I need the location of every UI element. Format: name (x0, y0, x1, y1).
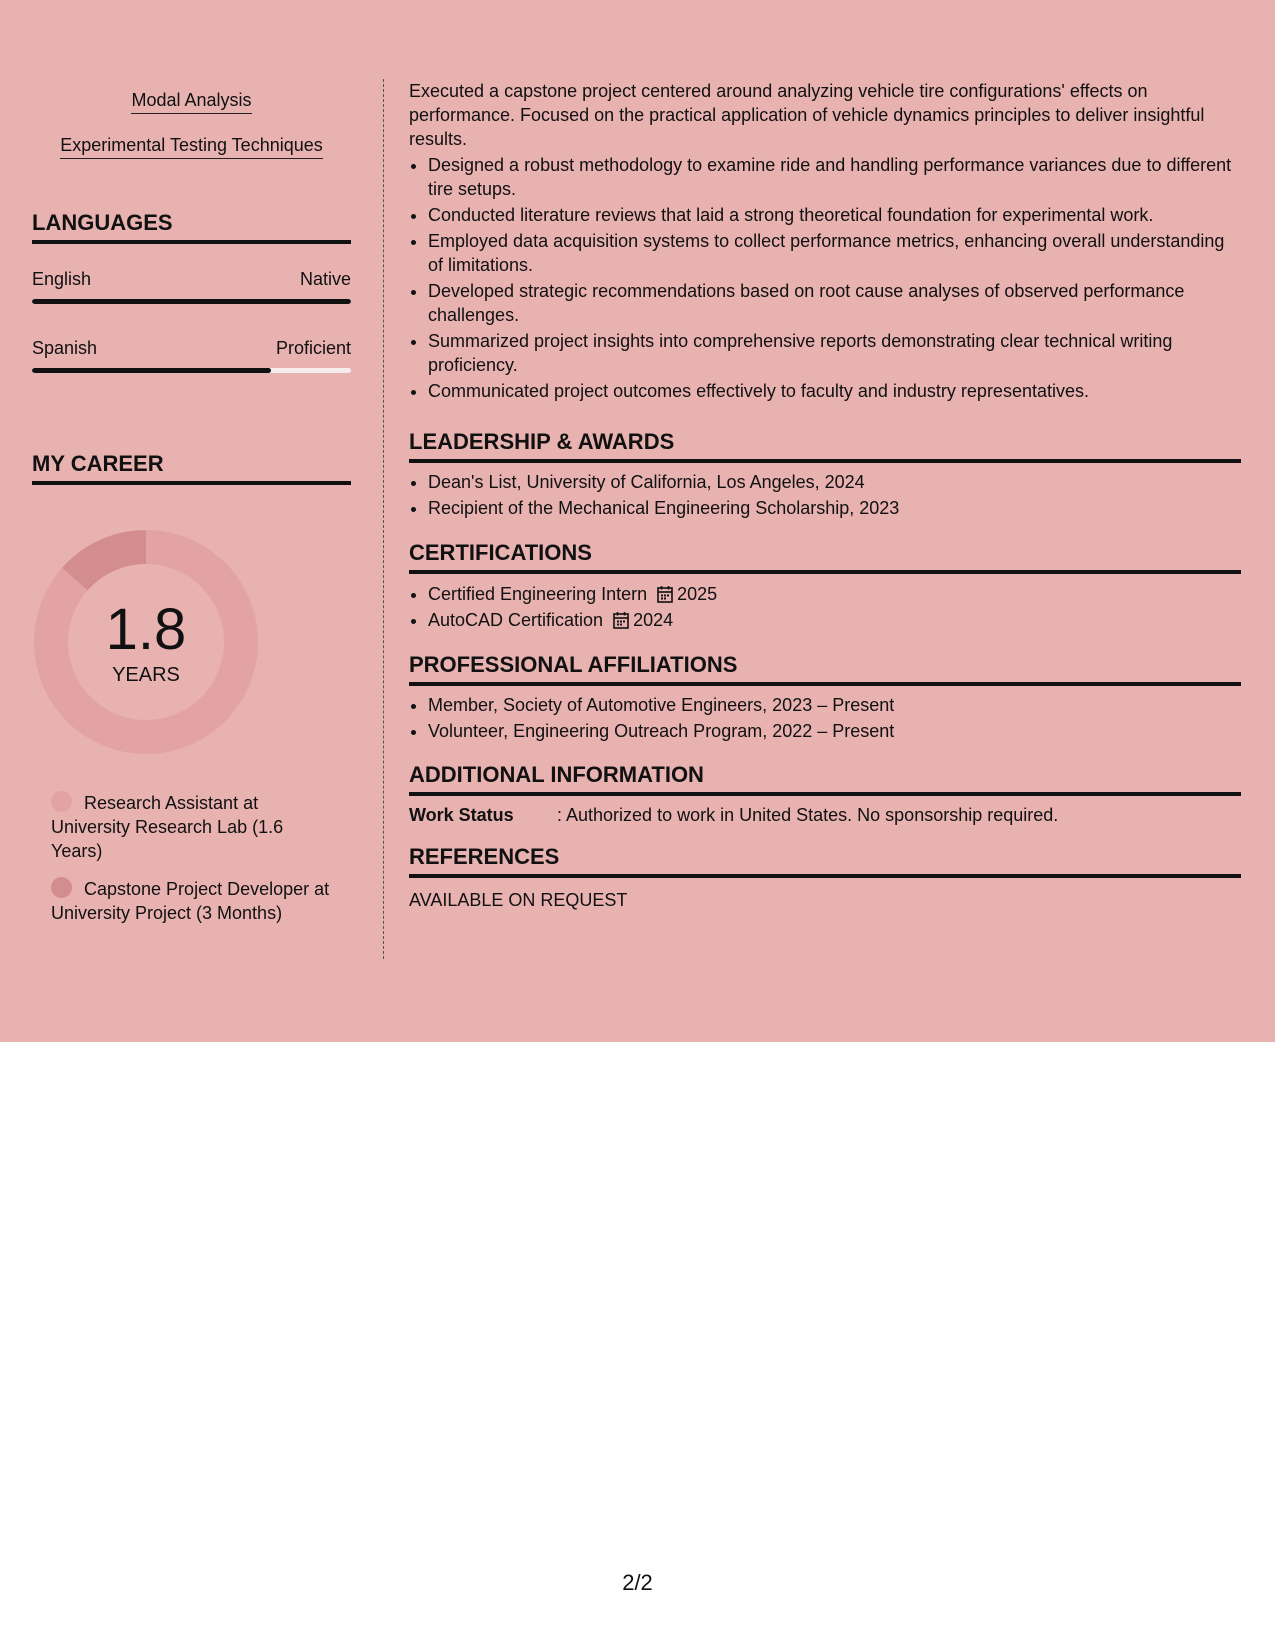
career-legend-label: Capstone Project Developer at University Project (3 Months) (51, 879, 330, 923)
language-bar (32, 299, 351, 304)
leadership-heading: LEADERSHIP & AWARDS (409, 429, 1241, 463)
career-heading: MY CAREER (32, 451, 351, 485)
career-legend-item (51, 877, 331, 925)
career-total (34, 530, 258, 754)
calendar-icon (657, 585, 673, 603)
career-total-value: 1.8 (105, 597, 187, 662)
certification-name: Certified Engineering Intern (428, 584, 648, 604)
references-heading: REFERENCES (409, 844, 1241, 878)
certifications-heading: CERTIFICATIONS (409, 540, 1241, 574)
language-level: Native (299, 269, 351, 289)
list-item: • Recipient of the Mechanical Engineering Scholarship, 2023 (428, 496, 1248, 520)
list-item (428, 608, 1248, 632)
certification-year: 2025 (677, 584, 718, 604)
career-legend-label: Research Assistant at University Research Lab (1.6 Years) (51, 793, 284, 861)
list-item: • Volunteer, Engineering Outreach Program, 2022 – Present (428, 719, 1248, 743)
languages-heading: LANGUAGES (32, 210, 351, 244)
leadership-list (409, 470, 1248, 522)
certification-year: 2024 (633, 610, 674, 630)
language-name: English (32, 269, 92, 289)
references-text: AVAILABLE ON REQUEST (409, 890, 628, 910)
affiliations-list (409, 693, 1248, 745)
language-name: Spanish (32, 338, 98, 358)
project-bullets (409, 153, 1238, 405)
list-item: • Member, Society of Automotive Engineers, 2023 – Present (428, 693, 1248, 717)
career-total-unit: YEARS (112, 664, 180, 686)
certifications-list (409, 582, 1248, 634)
certification-name: AutoCAD Certification (428, 610, 604, 630)
additional-info-heading: ADDITIONAL INFORMATION (409, 762, 1241, 796)
language-bar (32, 368, 351, 373)
language-row (32, 268, 351, 290)
skill-tag: Modal Analysis (131, 89, 251, 114)
calendar-icon (613, 611, 629, 629)
language-level: Proficient (275, 338, 351, 358)
work-status-value: : Authorized to work in United States. No sponsorship required. (557, 805, 1059, 825)
project-description: Executed a capstone project centered around analyzing vehicle tire configurations' effects on performance. Focused on the practical application of vehicle dynamics principles to deliver insightful results. (409, 81, 1205, 149)
list-item: • Conducted literature reviews that laid a strong theoretical foundation for experimental work. (428, 203, 1238, 227)
column-divider (383, 79, 384, 959)
language-bar-fill (32, 368, 271, 373)
list-item: • Dean's List, University of California, Los Angeles, 2024 (428, 470, 1248, 494)
page-number: 2/2 (622, 1570, 653, 1595)
list-item: • Communicated project outcomes effectively to faculty and industry representatives. (428, 379, 1238, 403)
list-item: • Designed a robust methodology to examine ride and handling performance variances due to different tire setups. (428, 153, 1238, 201)
work-status-row (409, 803, 1058, 827)
list-item: • Developed strategic recommendations based on root cause analyses of observed performance challenges. (428, 279, 1238, 327)
legend-dot (51, 791, 72, 812)
list-item: • Employed data acquisition systems to collect performance metrics, enhancing overall understanding of limitations. (428, 229, 1238, 277)
work-status-label: Work Status (409, 805, 514, 825)
career-legend-item (51, 791, 331, 863)
affiliations-heading: PROFESSIONAL AFFILIATIONS (409, 652, 1241, 686)
list-item: • Summarized project insights into comprehensive reports demonstrating clear technical writing proficiency. (428, 329, 1238, 377)
language-bar-fill (32, 299, 351, 304)
language-row (32, 337, 351, 359)
skill-tag: Experimental Testing Techniques (60, 134, 323, 159)
list-item (428, 582, 1248, 606)
legend-dot (51, 877, 72, 898)
